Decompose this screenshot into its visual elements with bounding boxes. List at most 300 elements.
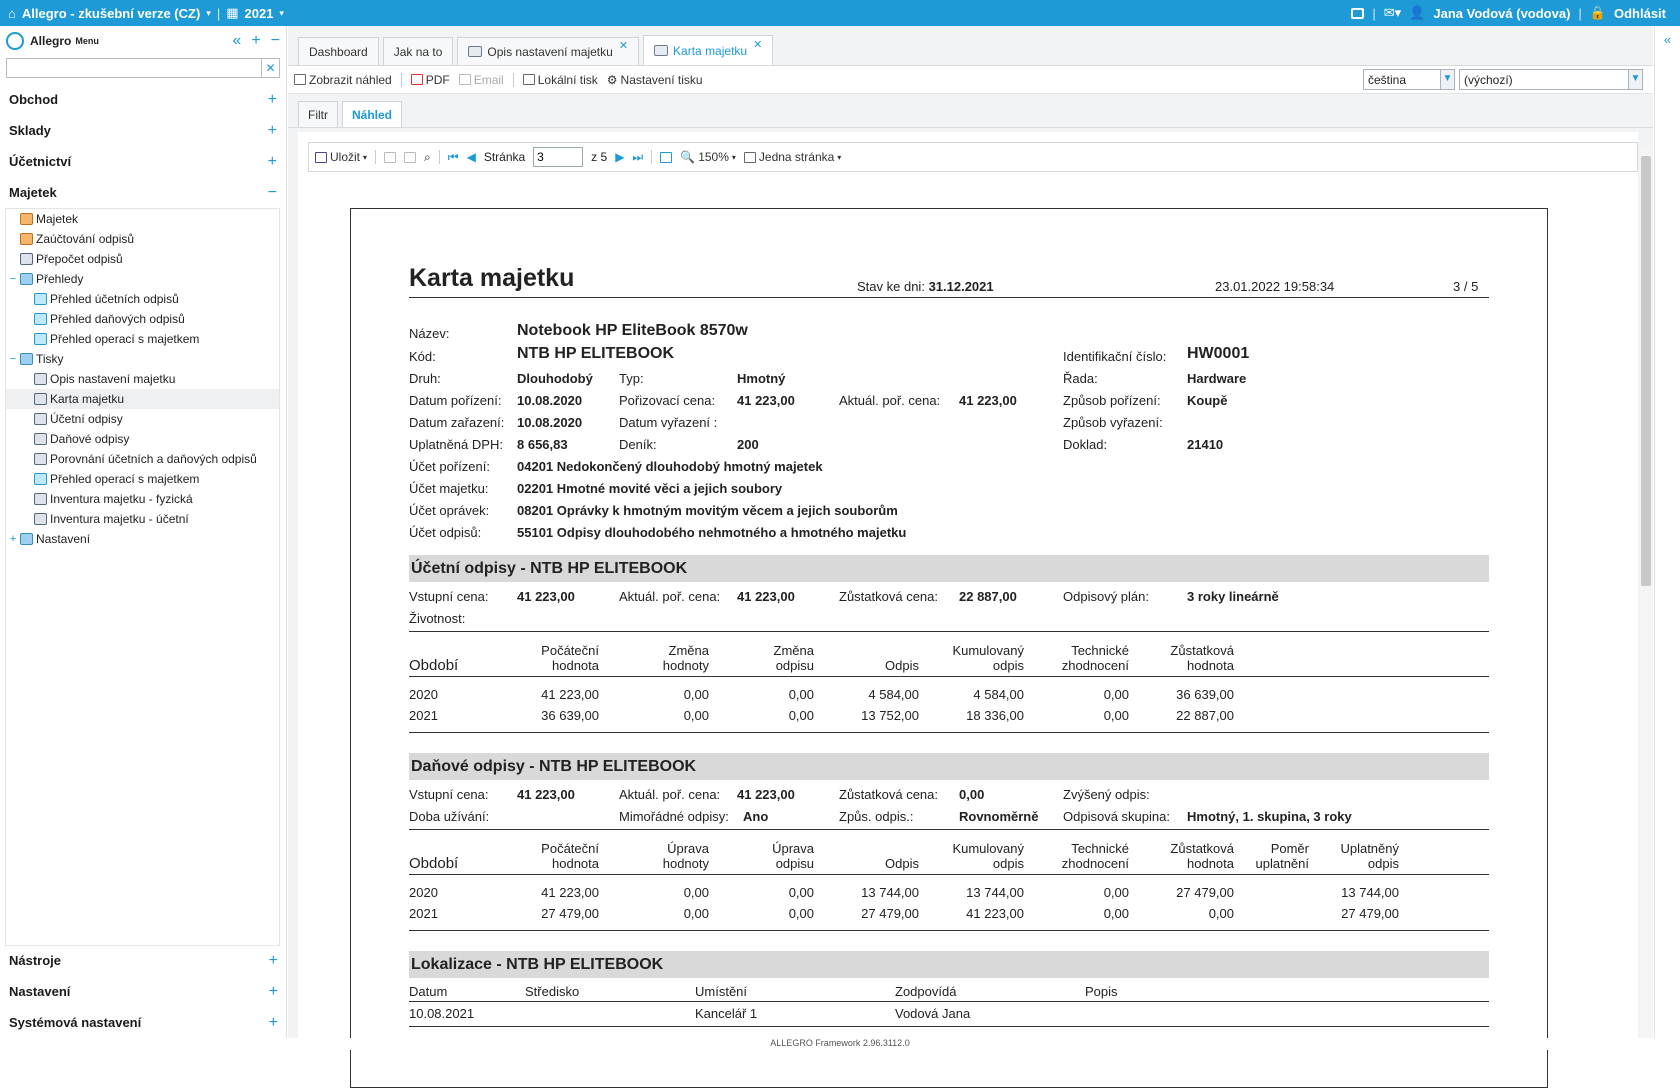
tree-item-opis-nastaveni-majetku[interactable] xyxy=(6,369,279,389)
table-cell: 27 479,00 xyxy=(1176,885,1234,900)
sidebar-section-label: Nástroje xyxy=(9,953,62,968)
report-page xyxy=(350,208,1548,1088)
divider xyxy=(409,676,1489,677)
table-cell: 2021 xyxy=(409,906,438,921)
accounting-band: Účetní odpisy - NTB HP ELITEBOOK xyxy=(409,555,1489,582)
collapse-all-icon[interactable]: − xyxy=(270,32,280,49)
table-header-label: Středisko xyxy=(525,984,580,999)
minus-icon[interactable]: − xyxy=(267,183,277,201)
save-icon xyxy=(315,152,327,163)
tax-zustatkova-label: Zůstatková cena: xyxy=(839,787,938,802)
page-count: z 5 xyxy=(591,150,608,164)
tax-zvyseny-label: Zvýšený odpis: xyxy=(1063,787,1150,802)
table-header-label: Datum xyxy=(409,984,448,999)
prev-page-icon[interactable]: ◀ xyxy=(466,150,476,164)
tree-item-ucetni-odpisy[interactable] xyxy=(6,409,279,429)
tree-item-label: Nastavení xyxy=(36,532,91,546)
tree-item-label: Tisky xyxy=(36,352,64,366)
table-header-label: Změna xyxy=(773,643,814,658)
scrollbar-thumb[interactable] xyxy=(1641,156,1651,586)
sidebar-section-label: Sklady xyxy=(9,123,51,138)
table-cell: 13 744,00 xyxy=(966,885,1024,900)
table-cell: 27 479,00 xyxy=(861,906,919,921)
tax-vstupni-value: 41 223,00 xyxy=(517,787,575,802)
table-cell: 18 336,00 xyxy=(966,708,1024,723)
tree-item-label: Inventura majetku - fyzická xyxy=(50,492,193,506)
table-header-label: Kumulovaný xyxy=(952,841,1024,856)
table-header-label: uplatnění xyxy=(1255,856,1309,871)
plus-icon[interactable]: + xyxy=(267,121,277,139)
sidebar-section-label: Nastavení xyxy=(9,984,71,999)
printer-icon xyxy=(34,493,47,505)
acc-vstupni-label: Vstupní cena: xyxy=(409,589,489,604)
report-icon xyxy=(34,333,47,345)
tree-item-prehled-operaci-s-majetkem[interactable] xyxy=(6,469,279,489)
calculator-icon xyxy=(20,253,33,265)
table-cell: 0,00 xyxy=(1103,708,1129,723)
table-cell: 0,00 xyxy=(788,708,814,723)
tab-bar xyxy=(288,26,1653,66)
table-cell: 0,00 xyxy=(788,906,814,921)
tax-mimoradne-label: Mimořádné odpisy: xyxy=(619,809,729,824)
expand-panel-icon[interactable]: « xyxy=(1663,32,1672,47)
tree-item-danove-odpisy[interactable] xyxy=(6,429,279,449)
table-cell: 27 479,00 xyxy=(541,906,599,921)
language-select[interactable]: čeština ▼ xyxy=(1363,69,1455,90)
tree-item-label: Majetek xyxy=(36,212,79,226)
close-tab-icon[interactable]: ✕ xyxy=(753,39,763,51)
page-label: Stránka xyxy=(483,150,526,164)
table-header-label: odpis xyxy=(992,856,1024,871)
table-cell: 0,00 xyxy=(1103,885,1129,900)
typ-value: Hmotný xyxy=(737,371,786,386)
next-page-icon[interactable]: ▶ xyxy=(615,150,625,164)
pdf-button[interactable]: PDF xyxy=(411,73,450,87)
dph-value: 8 656,83 xyxy=(517,437,568,452)
top-bar: ⌂ Allegro - zkušební verze (CZ) ▾ | ▦ 2021 ▾ | ✉▾ 👤 Jana Vodová (vodova) | 🔒 Odhlásit xyxy=(0,0,1680,26)
tax-doba-label: Doba užívání: xyxy=(409,809,490,824)
plus-icon[interactable]: + xyxy=(268,1013,278,1031)
first-page-icon[interactable]: ⏮ xyxy=(447,149,459,164)
tools-icon xyxy=(20,213,33,225)
divider xyxy=(409,732,1489,733)
tree-item-label: Porovnání účetních a daňových odpisů xyxy=(50,452,257,466)
datum-zarazeni-label: Datum zařazení: xyxy=(409,415,505,430)
kod-value: NTB HP ELITEBOOK xyxy=(517,345,675,362)
tree-item-inventura-majetku-fyzicka[interactable] xyxy=(6,489,279,509)
calculator-icon: ▦ xyxy=(226,5,239,20)
printer-icon xyxy=(523,74,535,85)
plus-icon[interactable]: + xyxy=(268,951,278,969)
table-cell: 2020 xyxy=(409,687,438,702)
location-band: Lokalizace - NTB HP ELITEBOOK xyxy=(409,951,1489,978)
table-cell: 36 639,00 xyxy=(541,708,599,723)
folder-icon xyxy=(20,353,33,365)
druh-label: Druh: xyxy=(409,371,441,386)
tab-label: Jak na to xyxy=(393,44,443,59)
tree-item-label: Přehledy xyxy=(36,272,84,286)
tax-aktual-value: 41 223,00 xyxy=(737,787,795,802)
binoculars-icon[interactable]: ⌕ xyxy=(424,149,431,164)
acc-vstupni-value: 41 223,00 xyxy=(517,589,575,604)
email-button[interactable]: Email xyxy=(459,73,504,87)
tree-item-inventura-majetku-ucetni[interactable] xyxy=(6,509,279,529)
acc-plan-label: Odpisový plán: xyxy=(1063,589,1149,604)
idc-value: HW0001 xyxy=(1187,345,1250,362)
table-cell: Kancelář 1 xyxy=(695,1006,758,1021)
table-header-label: Období xyxy=(409,657,459,674)
save-button[interactable]: Uložit ▾ xyxy=(315,150,367,164)
table-cell: 10.08.2021 xyxy=(409,1006,475,1021)
viewer-toolbar xyxy=(308,142,1638,172)
chevron-down-icon[interactable]: ▼ xyxy=(1440,70,1454,89)
table-cell: Vodová Jana xyxy=(895,1006,971,1021)
ucet-majetku-value: 02201 Hmotné movité věci a jejich soubory xyxy=(517,481,783,496)
tree-item-prehled-danovych-odpisu[interactable] xyxy=(6,309,279,329)
doklad-label: Doklad: xyxy=(1063,437,1108,452)
tax-mimoradne-value: Ano xyxy=(743,809,769,824)
sidebar xyxy=(0,26,287,1038)
stav-label: Stav ke dni: xyxy=(857,279,925,294)
tab-label: Dashboard xyxy=(309,44,368,59)
report-icon xyxy=(34,473,47,485)
table-header-label: Zůstatková xyxy=(1170,643,1234,658)
rada-value: Hardware xyxy=(1187,371,1247,386)
table-header-label: hodnota xyxy=(552,658,599,673)
subtab-bar xyxy=(288,94,1653,128)
printer-icon xyxy=(34,453,47,465)
table-cell: 0,00 xyxy=(683,687,709,702)
table-header-label: Kumulovaný xyxy=(952,643,1024,658)
pdf-icon xyxy=(411,74,423,85)
porizovaci-cena-label: Pořizovací cena: xyxy=(619,393,716,408)
local-print-button[interactable]: Lokální tisk xyxy=(523,73,598,87)
tree-item-label: Účetní odpisy xyxy=(50,412,123,426)
acc-plan-value: 3 roky lineárně xyxy=(1187,589,1279,604)
typ-label: Typ: xyxy=(619,371,644,386)
tree-item-label: Přehled účetních odpisů xyxy=(50,292,179,306)
tree-item-nastaveni[interactable] xyxy=(6,529,279,549)
acc-zustatkova-value: 22 887,00 xyxy=(959,589,1017,604)
table-cell: 0,00 xyxy=(1103,687,1129,702)
table-header-label: Odpis xyxy=(885,856,919,871)
sidebar-section-nastaveni[interactable] xyxy=(0,976,287,1007)
printed-timestamp: 23.01.2022 19:58:34 xyxy=(1215,279,1335,294)
ucet-odpisu-label: Účet odpisů: xyxy=(409,525,482,540)
tree-item-label: Přehled operací s majetkem xyxy=(50,332,200,346)
sidebar-search xyxy=(6,58,280,78)
folder-icon xyxy=(20,273,33,285)
preview-icon xyxy=(294,74,306,85)
year-selector[interactable]: 2021 xyxy=(244,5,274,21)
document-icon[interactable] xyxy=(384,152,396,163)
tax-skupina-value: Hmotný, 1. skupina, 3 roky xyxy=(1187,809,1352,824)
divider xyxy=(409,829,1489,830)
ucet-odpisu-value: 55101 Odpisy dlouhodobého nehmotného a hmotného majetku xyxy=(517,525,907,540)
sidebar-title: Allegro xyxy=(30,34,72,48)
tax-band: Daňové odpisy - NTB HP ELITEBOOK xyxy=(409,753,1489,780)
tax-zpusob-value: Rovnoměrně xyxy=(959,809,1039,824)
printer-icon xyxy=(34,413,47,425)
table-cell: 22 887,00 xyxy=(1176,708,1234,723)
email-icon xyxy=(459,74,471,85)
clear-search-icon[interactable]: ✕ xyxy=(261,59,279,77)
table-cell: 0,00 xyxy=(788,687,814,702)
table-header-label: Poměr xyxy=(1270,841,1309,856)
tree-item-label: Přehled operací s majetkem xyxy=(50,472,200,486)
sidebar-section-label: Obchod xyxy=(9,92,59,107)
table-header-label: hodnota xyxy=(1187,856,1234,871)
table-cell: 13 744,00 xyxy=(861,885,919,900)
zpusob-porizeni-value: Koupě xyxy=(1187,393,1228,408)
collapse-sidebar-icon[interactable]: « xyxy=(232,32,242,49)
expand-icon[interactable]: + xyxy=(9,533,17,545)
subtab-nahled[interactable]: Náhled xyxy=(342,101,402,127)
nazev-label: Název: xyxy=(409,326,450,341)
sidebar-section-obchod[interactable] xyxy=(0,84,286,115)
tax-zpusob-label: Způs. odpis.: xyxy=(839,809,914,824)
divider xyxy=(409,297,1489,298)
divider xyxy=(409,874,1489,875)
table-cell: 4 584,00 xyxy=(868,687,919,702)
tree-item-label: Zaúčtování odpisů xyxy=(36,232,135,246)
tree-item-prehled-ucetnich-odpisu[interactable] xyxy=(6,289,279,309)
tree-item-tisky[interactable] xyxy=(6,349,279,369)
clipboard-icon[interactable] xyxy=(404,152,416,163)
divider xyxy=(409,631,1489,632)
plus-icon[interactable]: + xyxy=(267,152,277,170)
tree-item-label: Přepočet odpisů xyxy=(36,252,123,266)
kod-label: Kód: xyxy=(409,349,436,364)
zpusob-vyrazeni-label: Způsob vyřazení: xyxy=(1063,415,1163,430)
table-header-label: Období xyxy=(409,855,459,872)
table-header-label: hodnoty xyxy=(662,856,709,871)
rada-label: Řada: xyxy=(1063,371,1098,386)
datum-vyrazeni-label: Datum vyřazení : xyxy=(619,415,718,430)
table-cell: 4 584,00 xyxy=(973,687,1024,702)
table-header-label: Počáteční xyxy=(541,643,599,658)
sidebar-section-nastroje[interactable] xyxy=(0,945,287,976)
aktual-cena-value: 41 223,00 xyxy=(959,393,1017,408)
tree-item-majetek[interactable] xyxy=(6,209,279,229)
sidebar-section-ucetnictvi[interactable] xyxy=(0,146,286,177)
lock-icon: 🔒 xyxy=(1589,5,1606,20)
zpusob-porizeni-label: Způsob pořízení: xyxy=(1063,393,1161,408)
table-cell: 27 479,00 xyxy=(1341,906,1399,921)
aktual-cena-label: Aktuál. poř. cena: xyxy=(839,393,941,408)
printer-icon xyxy=(468,46,482,57)
sidebar-subtitle: Menu xyxy=(75,36,99,46)
table-cell: 41 223,00 xyxy=(966,906,1024,921)
table-header-label: odpisu xyxy=(775,856,814,871)
footer: ALLEGRO Framework 2.96.3112.0 xyxy=(0,1038,1680,1050)
report-page-number: 3 / 5 xyxy=(1453,279,1479,294)
table-header-label: Uplatněný xyxy=(1340,841,1399,856)
tree-item-label: Daňové odpisy xyxy=(50,432,130,446)
table-header-label: Zůstatková xyxy=(1170,841,1234,856)
tab-jak-na-to[interactable] xyxy=(383,37,454,65)
sidebar-section-label: Účetnictví xyxy=(9,154,72,169)
printer-icon xyxy=(34,393,47,405)
right-panel xyxy=(1654,26,1680,1038)
tab-dashboard[interactable] xyxy=(298,37,379,65)
ucet-opravek-label: Účet oprávek: xyxy=(409,503,490,518)
sidebar-section-label: Systémová nastavení xyxy=(9,1015,142,1030)
preview-button[interactable]: Zobrazit náhled xyxy=(294,73,392,87)
sidebar-section-label: Majetek xyxy=(9,185,57,200)
sidebar-search-input[interactable] xyxy=(7,59,261,77)
zoom-dropdown[interactable]: 🔍 150% ▾ xyxy=(680,150,736,164)
denik-label: Deník: xyxy=(619,437,657,452)
printer-icon xyxy=(654,45,668,56)
table-cell: 13 752,00 xyxy=(861,708,919,723)
acc-aktual-label: Aktuál. poř. cena: xyxy=(619,589,721,604)
zoom-icon: 🔍 xyxy=(680,150,696,164)
collapse-icon[interactable]: − xyxy=(9,273,17,285)
tree-item-label: Přehled daňových odpisů xyxy=(50,312,185,326)
datum-zarazeni-value: 10.08.2020 xyxy=(517,415,583,430)
logout-link[interactable]: Odhlásit xyxy=(1613,5,1666,21)
notes-icon[interactable] xyxy=(1351,8,1364,19)
tree-item-porovnani-ucetnich-a-danovych-odpisu[interactable] xyxy=(6,449,279,469)
expand-all-icon[interactable]: + xyxy=(251,32,261,49)
tax-skupina-label: Odpisová skupina: xyxy=(1063,809,1170,824)
variant-select[interactable]: (výchozí) ▼ xyxy=(1459,69,1643,90)
tree-item-label: Opis nastavení majetku xyxy=(50,372,176,386)
druh-value: Dlouhodobý xyxy=(517,371,593,386)
nazev-value: Notebook HP EliteBook 8570w xyxy=(517,322,748,339)
table-cell: 0,00 xyxy=(683,906,709,921)
table-header-label: Technické xyxy=(1071,841,1129,856)
table-header-label: odpis xyxy=(1367,856,1399,871)
table-cell: 41 223,00 xyxy=(541,687,599,702)
denik-value: 200 xyxy=(737,437,759,452)
tree-item-label: Inventura majetku - účetní xyxy=(50,512,189,526)
page-input[interactable] xyxy=(533,147,583,167)
table-header-label: hodnota xyxy=(552,856,599,871)
ucet-porizeni-value: 04201 Nedokončený dlouhodobý hmotný majetek xyxy=(517,459,823,474)
tree-item-prehledy[interactable] xyxy=(6,269,279,289)
divider xyxy=(409,1026,1489,1027)
porizovaci-cena-value: 41 223,00 xyxy=(737,393,795,408)
datum-porizeni-value: 10.08.2020 xyxy=(517,393,583,408)
tab-label: Karta majetku xyxy=(673,43,748,58)
tab-karta-majetku[interactable] xyxy=(643,35,773,65)
table-header-label: Počáteční xyxy=(541,841,599,856)
tree-item-zauctovani-odpisu[interactable] xyxy=(6,229,279,249)
table-header-label: Úprava xyxy=(667,841,709,856)
table-cell: 0,00 xyxy=(683,885,709,900)
report-toolbar xyxy=(288,66,1653,94)
printer-icon xyxy=(34,373,47,385)
gear-icon: ⚙ xyxy=(606,72,618,87)
printer-icon xyxy=(34,433,47,445)
table-cell: 0,00 xyxy=(683,708,709,723)
divider xyxy=(409,1001,1489,1002)
chevron-down-icon[interactable]: ▼ xyxy=(1628,70,1642,89)
table-header-label: Změna xyxy=(668,643,709,658)
table-header-label: Popis xyxy=(1085,984,1118,999)
home-icon[interactable]: ⌂ xyxy=(8,5,16,21)
table-header-label: hodnota xyxy=(1187,658,1234,673)
ucet-porizeni-label: Účet pořízení: xyxy=(409,459,490,474)
main-area xyxy=(288,26,1653,1038)
report-icon xyxy=(34,293,47,305)
tax-zustatkova-value: 0,00 xyxy=(959,787,985,802)
mail-icon[interactable]: ✉▾ xyxy=(1383,5,1402,20)
collapse-icon[interactable]: − xyxy=(9,353,17,365)
report-title: Karta majetku xyxy=(409,264,575,292)
menu-tree xyxy=(5,208,280,946)
tax-aktual-label: Aktuál. poř. cena: xyxy=(619,787,721,802)
plus-icon[interactable]: + xyxy=(267,90,277,108)
idc-label: Identifikační číslo: xyxy=(1063,349,1167,364)
table-cell: 0,00 xyxy=(1208,906,1234,921)
subtab-filtr[interactable]: Filtr xyxy=(298,101,338,127)
table-header-label: zhodnocení xyxy=(1061,658,1129,673)
fit-page-icon[interactable] xyxy=(660,152,672,163)
doklad-value: 21410 xyxy=(1187,437,1224,452)
app-title[interactable]: Allegro - zkušební verze (CZ) xyxy=(21,5,201,21)
datum-porizeni-label: Datum pořízení: xyxy=(409,393,502,408)
sidebar-section-sklady[interactable] xyxy=(0,115,286,146)
last-page-icon[interactable]: ⏭ xyxy=(632,149,644,164)
tree-item-karta-majetku[interactable] xyxy=(6,389,279,409)
printer-icon xyxy=(34,513,47,525)
table-cell: 13 744,00 xyxy=(1341,885,1399,900)
ucet-opravek-value: 08201 Oprávky k hmotným movitým věcem a jejich souborům xyxy=(517,503,898,518)
sidebar-section-majetek[interactable] xyxy=(0,177,286,208)
table-cell: 0,00 xyxy=(1103,906,1129,921)
plus-icon[interactable]: + xyxy=(268,982,278,1000)
table-header-label: Odpis xyxy=(885,658,919,673)
tax-vstupni-label: Vstupní cena: xyxy=(409,787,489,802)
table-header-label: hodnoty xyxy=(662,658,709,673)
table-header-label: Umístění xyxy=(695,984,748,999)
page-mode-dropdown[interactable]: Jedna stránka ▾ xyxy=(744,150,841,164)
tree-item-label: Karta majetku xyxy=(50,392,125,406)
table-header-label: odpis xyxy=(992,658,1024,673)
tree-item-prehled-operaci-s-majetkem[interactable] xyxy=(6,329,279,349)
allegro-logo xyxy=(6,32,24,50)
user-icon: 👤 xyxy=(1409,5,1426,20)
tab-opis-nastaveni-majetku[interactable] xyxy=(457,37,639,65)
stav-value: 31.12.2021 xyxy=(928,279,994,294)
acc-aktual-value: 41 223,00 xyxy=(737,589,795,604)
table-header-label: zhodnocení xyxy=(1061,856,1129,871)
close-tab-icon[interactable]: ✕ xyxy=(618,40,629,52)
table-header-label: Technické xyxy=(1071,643,1129,658)
dph-label: Uplatněná DPH: xyxy=(409,437,503,452)
tab-label: Opis nastavení majetku xyxy=(487,44,613,59)
acc-zustatkova-label: Zůstatková cena: xyxy=(839,589,938,604)
acc-zivotnost-label: Životnost: xyxy=(409,611,466,626)
table-cell: 0,00 xyxy=(788,885,814,900)
sidebar-section-systemova-nastaveni[interactable] xyxy=(0,1007,287,1038)
single-page-icon xyxy=(744,152,756,163)
table-cell: 41 223,00 xyxy=(541,885,599,900)
ucet-majetku-label: Účet majetku: xyxy=(409,481,489,496)
user-name[interactable]: Jana Vodová (vodova) xyxy=(1433,5,1571,21)
tree-item-prepocet-odpisu[interactable] xyxy=(6,249,279,269)
table-cell: 36 639,00 xyxy=(1176,687,1234,702)
print-settings-button[interactable]: ⚙ Nastavení tisku xyxy=(606,72,703,87)
table-header-label: Zodpovídá xyxy=(895,984,957,999)
table-cell: 2020 xyxy=(409,885,438,900)
report-icon xyxy=(34,313,47,325)
table-header-label: Úprava xyxy=(772,841,814,856)
table-header-label: odpisu xyxy=(775,658,814,673)
